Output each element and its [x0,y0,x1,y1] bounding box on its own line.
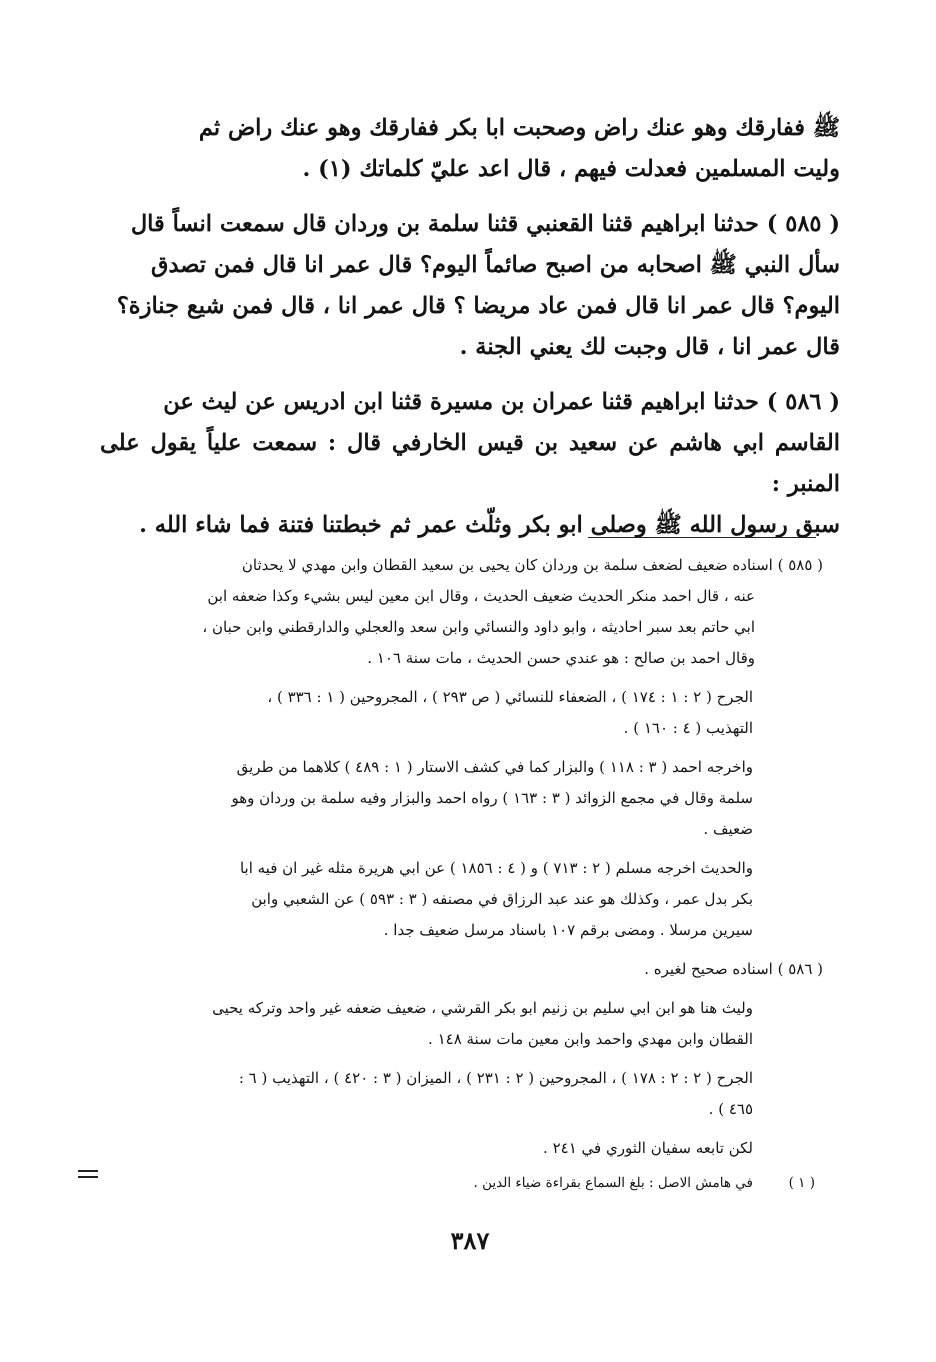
note-line: ضعيف . [703,820,753,838]
footnote [440,1172,815,1194]
note-line: واخرجه احمد ( ٣ : ١١٨ ) والبزار كما في كشف الاستار ( ١ : ٤٨٩ ) كلاهما من طريق [236,758,753,776]
note-585-related [108,853,823,946]
note-line: ٤٦٥ ) . [708,1100,753,1118]
note-586-narrator [108,993,823,1055]
text-line: سبق رسول الله ﷺ وصلى ابو بكر وثلّث عمر ثم خبطتنا فتنة فما شاء الله . [139,512,840,538]
text-line: وليت المسلمين فعدلت فيهم ، قال اعد عليّ كلماتك (١) . [302,156,840,182]
note-585-intro [108,550,823,674]
text-line: سأل النبي ﷺ اصحابه من اصبح صائماً اليوم؟ قال عمر انا قال فمن تصدق [151,252,840,278]
note-586-intro [108,954,823,985]
note-line: الجرح ( ٢ : ٢ : ١٧٨ ) ، المجروحين ( ٢ : ٢٣١ ) ، الميزان ( ٣ : ٤٢٠ ) ، التهذيب ( ٦ : [238,1069,753,1087]
note-line: بكر بدل عمر ، وكذلك هو عند عبد الرزاق في مصنفه ( ٣ : ٥٩٣ ) عن الشعبي وابن [251,890,753,908]
note-585-takhrij [108,752,823,845]
note-line: والحديث اخرجه مسلم ( ٢ : ٧١٣ ) و ( ٤ : ١٨٥٦ ) عن ابي هريرة مثله غير ان فيه ابا [239,859,753,877]
hadith-585 [100,204,840,368]
margin-mark [78,1170,98,1180]
note-line: لكن تابعه سفيان الثوري في ٢٤١ . [543,1139,753,1157]
text-line: القاسم ابي هاشم عن سعيد بن قيس الخارفي قال : سمعت علياً يقول على المنبر : [100,430,840,497]
text-line: اليوم؟ قال عمر انا قال فمن عاد مريضا ؟ قال عمر انا ، قال فمن شيع جنازة؟ [116,293,840,319]
note-line: وقال احمد بن صالح : هو عندي حسن الحديث ، مات سنة ١٠٦ . [367,649,755,667]
note-586-corroboration [108,1133,823,1164]
main-text [100,108,840,560]
note-line: ( ٥٨٥ ) اسناده ضعيف لضعف سلمة بن وردان كان يحيى بن سعيد القطان وابن مهدي لا يحدثان [241,556,823,574]
note-line: التهذيب ( ٤ : ١٦٠ ) . [623,719,753,737]
note-line: سلمة وقال في مجمع الزوائد ( ٣ : ١٦٣ ) رواه احمد والبزار وفيه سلمة بن وردان وهو [231,789,753,807]
commentary-notes [108,550,823,1172]
footnote-number: ( ١ ) [788,1175,815,1191]
text-line: ( ٥٨٦ ) حدثنا ابراهيم قثنا عمران بن مسيرة قثنا ابن ادريس عن ليث عن [163,389,840,415]
text-line: ( ٥٨٥ ) حدثنا ابراهيم قثنا القعنبي قثنا سلمة بن وردان قال سمعت انساً قال [130,211,840,237]
hadith-586 [100,382,840,546]
note-line: ابي حاتم بعد سبر احاديثه ، وابو داود والنسائي وابن سعد والعجلي والدارقطني وابن حبان ، [202,618,755,636]
note-line: وليث هنا هو ابن ابي سليم بن زنيم ابو بكر القرشي ، ضعيف ضعفه غير واحد وتركه يحيى [212,999,753,1017]
text-line: ﷺ ففارقك وهو عنك راض وصحبت ابا بكر ففارقك وهو عنك راض ثم [198,115,840,141]
note-line: القطان وابن مهدي واحمد وابن معين مات سنة ١٤٨ . [428,1030,753,1048]
main-paragraph-1 [100,108,840,190]
footnote-text: في هامش الاصل : بلغ السماع بقراءة ضياء الدين . [473,1175,753,1191]
note-585-references [108,682,823,744]
note-586-references [108,1063,823,1125]
note-line: عنه ، قال احمد منكر الحديث ضعيف الحديث ، وقال ابن معين ليس بشيء وكذا ضعفه ابن [207,587,755,605]
note-line: ( ٥٨٦ ) اسناده صحيح لغيره . [644,960,823,978]
page-number: ٣٨٧ [450,1226,490,1255]
note-line: الجرح ( ٢ : ١ : ١٧٤ ) ، الضعفاء للنسائي ( ص ٢٩٣ ) ، المجروحين ( ١ : ٣٣٦ ) ، [267,688,753,706]
note-line: سيرين مرسلا . ومضى برقم ١٠٧ باسناد مرسل ضعيف جدا . [383,921,753,939]
text-line: قال عمر انا ، قال وجبت لك يعني الجنة . [459,334,840,360]
notes-separator [588,537,816,538]
